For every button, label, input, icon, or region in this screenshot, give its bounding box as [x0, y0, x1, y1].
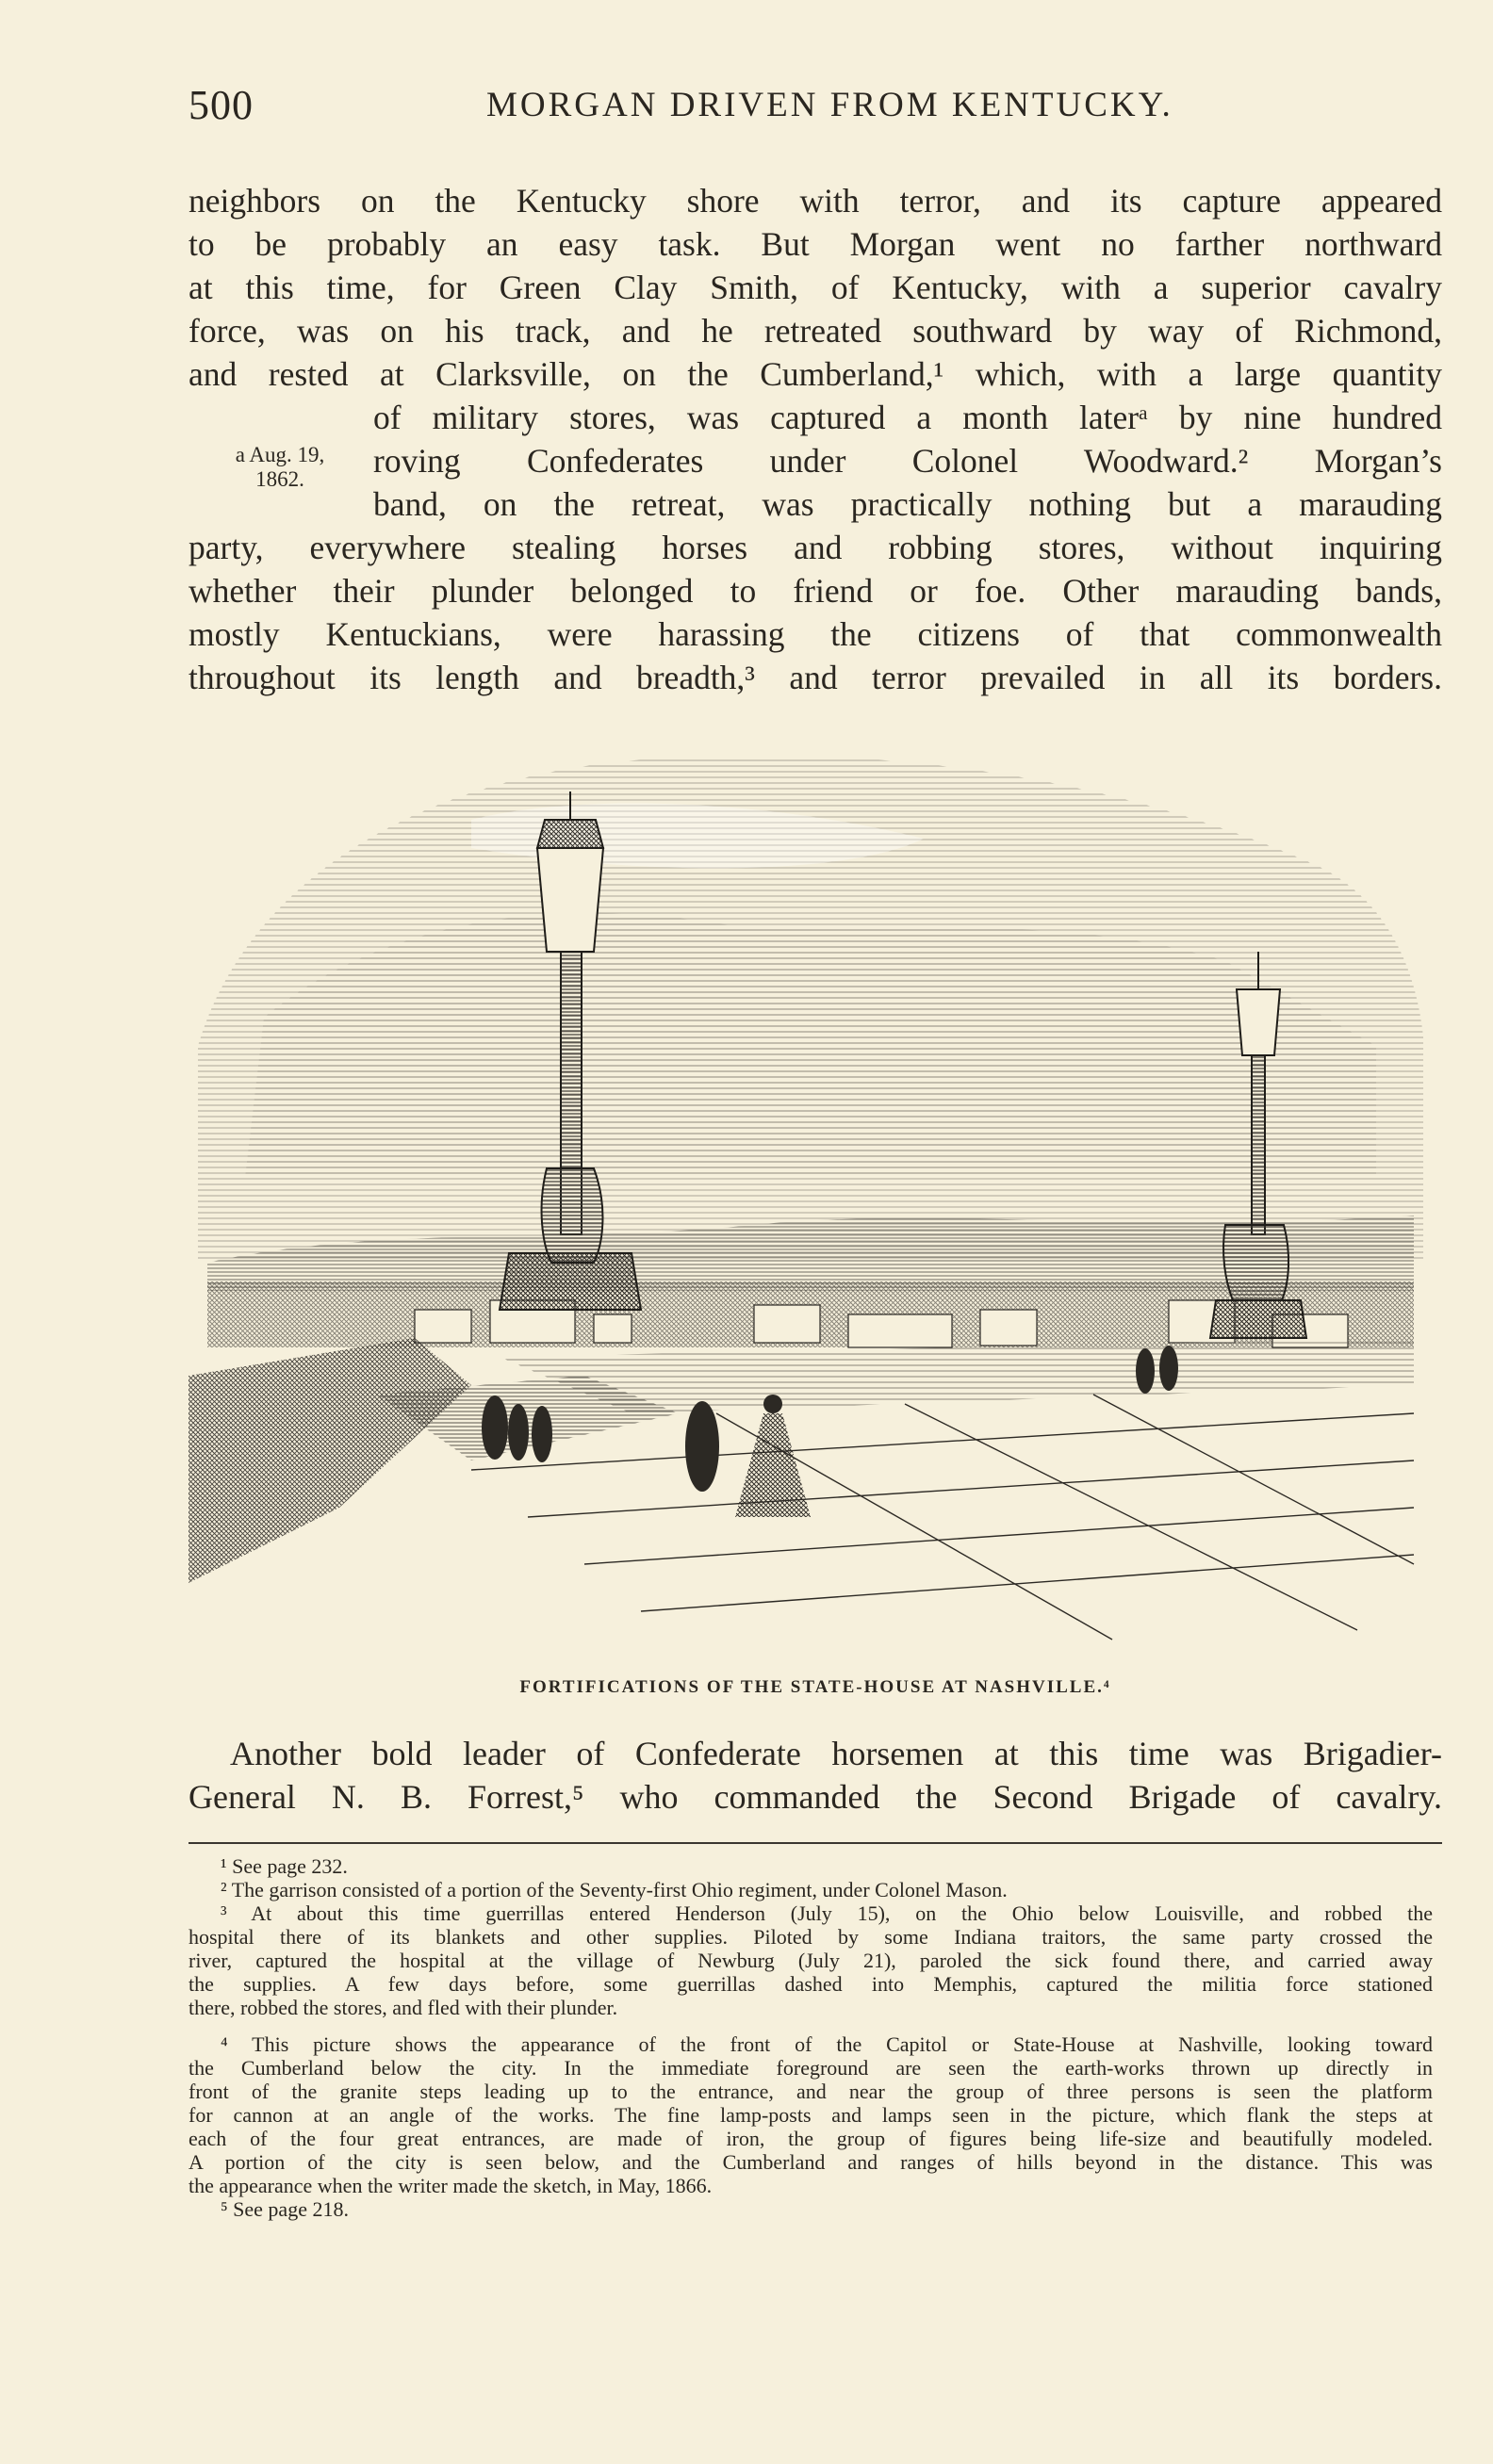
footnote-1 — [189, 1854, 1433, 1878]
paragraph-2 — [189, 1732, 1442, 1819]
text-line: whether their plunder belonged to friend or foe. Other marauding bands, — [189, 572, 1442, 610]
running-head: MORGAN DRIVEN FROM KENTUCKY. — [486, 86, 1173, 124]
text-line: roving Confederates under Colonel Woodward.² Morgan’s — [373, 442, 1442, 480]
margin-date-note — [219, 443, 341, 492]
footnote-line: ⁴ This picture shows the appearance of the front of the Capitol or State-House at Nashville, looking toward — [221, 2032, 1433, 2056]
footnote-rule — [189, 1842, 1442, 1844]
text-line: party, everywhere stealing horses and robbing stores, without inquiring — [189, 529, 1442, 566]
paragraph-1 — [189, 179, 1442, 699]
footnote-line: there, robbed the stores, and fled with their plunder. — [189, 1996, 618, 2019]
engraving-illustration — [189, 735, 1433, 1658]
margin-date-line: 1862. — [255, 467, 304, 491]
text-line: to be probably an easy task. But Morgan went no farther northward — [189, 225, 1442, 263]
text-line: Another bold leader of Confederate horsemen at this time was Brigadier- — [230, 1735, 1442, 1772]
text-line: and rested at Clarksville, on the Cumberland,¹ which, with a large quantity — [189, 355, 1442, 393]
text-line: neighbors on the Kentucky shore with terror, and its capture appeared — [189, 182, 1442, 220]
footnote-line: ² The garrison consisted of a portion of the Seventy-first Ohio regiment, under Colonel Mason. — [221, 1878, 1008, 1901]
figure-caption: FORTIFICATIONS OF THE STATE-HOUSE AT NASHVILLE.⁴ — [519, 1677, 1111, 1697]
text-line: mostly Kentuckians, were harassing the citizens of that commonwealth — [189, 615, 1442, 653]
text-line: band, on the retreat, was practically nothing but a marauding — [373, 485, 1442, 523]
footnote-3 — [189, 1901, 1433, 2019]
footnote-line: the Cumberland below the city. In the immediate foreground are seen the earth-works thrown up directly in — [189, 2056, 1433, 2080]
footnote-line: hospital there of its blankets and other supplies. Piloted by some Indiana traitors, the same party crossed the — [189, 1925, 1433, 1949]
footnote-2 — [189, 1878, 1433, 1901]
text-line: throughout its length and breadth,³ and terror prevailed in all its borders. — [189, 659, 1442, 696]
footnote-line: for cannon at an angle of the works. The fine lamp-posts and lamps seen in the picture, which flank the steps at — [189, 2103, 1433, 2127]
engraving-image — [189, 735, 1433, 1658]
footnote-line: the appearance when the writer made the sketch, in May, 1866. — [189, 2174, 713, 2197]
footnotes — [189, 1854, 1433, 2221]
page-header — [189, 81, 1442, 138]
footnote-line: front of the granite steps leading up to the entrance, and near the group of three persons is seen the platform — [189, 2080, 1433, 2103]
text-line: General N. B. Forrest,⁵ who commanded the Second Brigade of cavalry. — [189, 1778, 1442, 1816]
footnote-line: ¹ See page 232. — [221, 1854, 348, 1878]
footnote-5 — [189, 2197, 1433, 2221]
text-line: of military stores, was captured a month laterᵃ by nine hundred — [373, 399, 1442, 436]
footnote-line: ⁵ See page 218. — [221, 2197, 349, 2221]
text-line: force, was on his track, and he retreated southward by way of Richmond, — [189, 312, 1442, 350]
footnote-line: each of the four great entrances, are made of iron, the group of figures being life-size and beautifully modeled. — [189, 2127, 1433, 2150]
margin-date-line: a Aug. 19, — [235, 443, 325, 466]
footnote-4 — [189, 2032, 1433, 2197]
footnote-line: ³ At about this time guerrillas entered Henderson (July 15), on the Ohio below Louisville, and robbed the — [221, 1901, 1433, 1925]
text-line: at this time, for Green Clay Smith, of Kentucky, with a superior cavalry — [189, 269, 1442, 306]
page-number: 500 — [189, 82, 254, 128]
footnote-line: A portion of the city is seen below, and the Cumberland and ranges of hills beyond in the distance. This was — [189, 2150, 1433, 2174]
footnote-line: river, captured the hospital at the village of Newburg (July 21), paroled the sick found there, and carried away — [189, 1949, 1433, 1972]
footnote-line: the supplies. A few days before, some guerrillas dashed into Memphis, captured the militia force stationed — [189, 1972, 1433, 1996]
